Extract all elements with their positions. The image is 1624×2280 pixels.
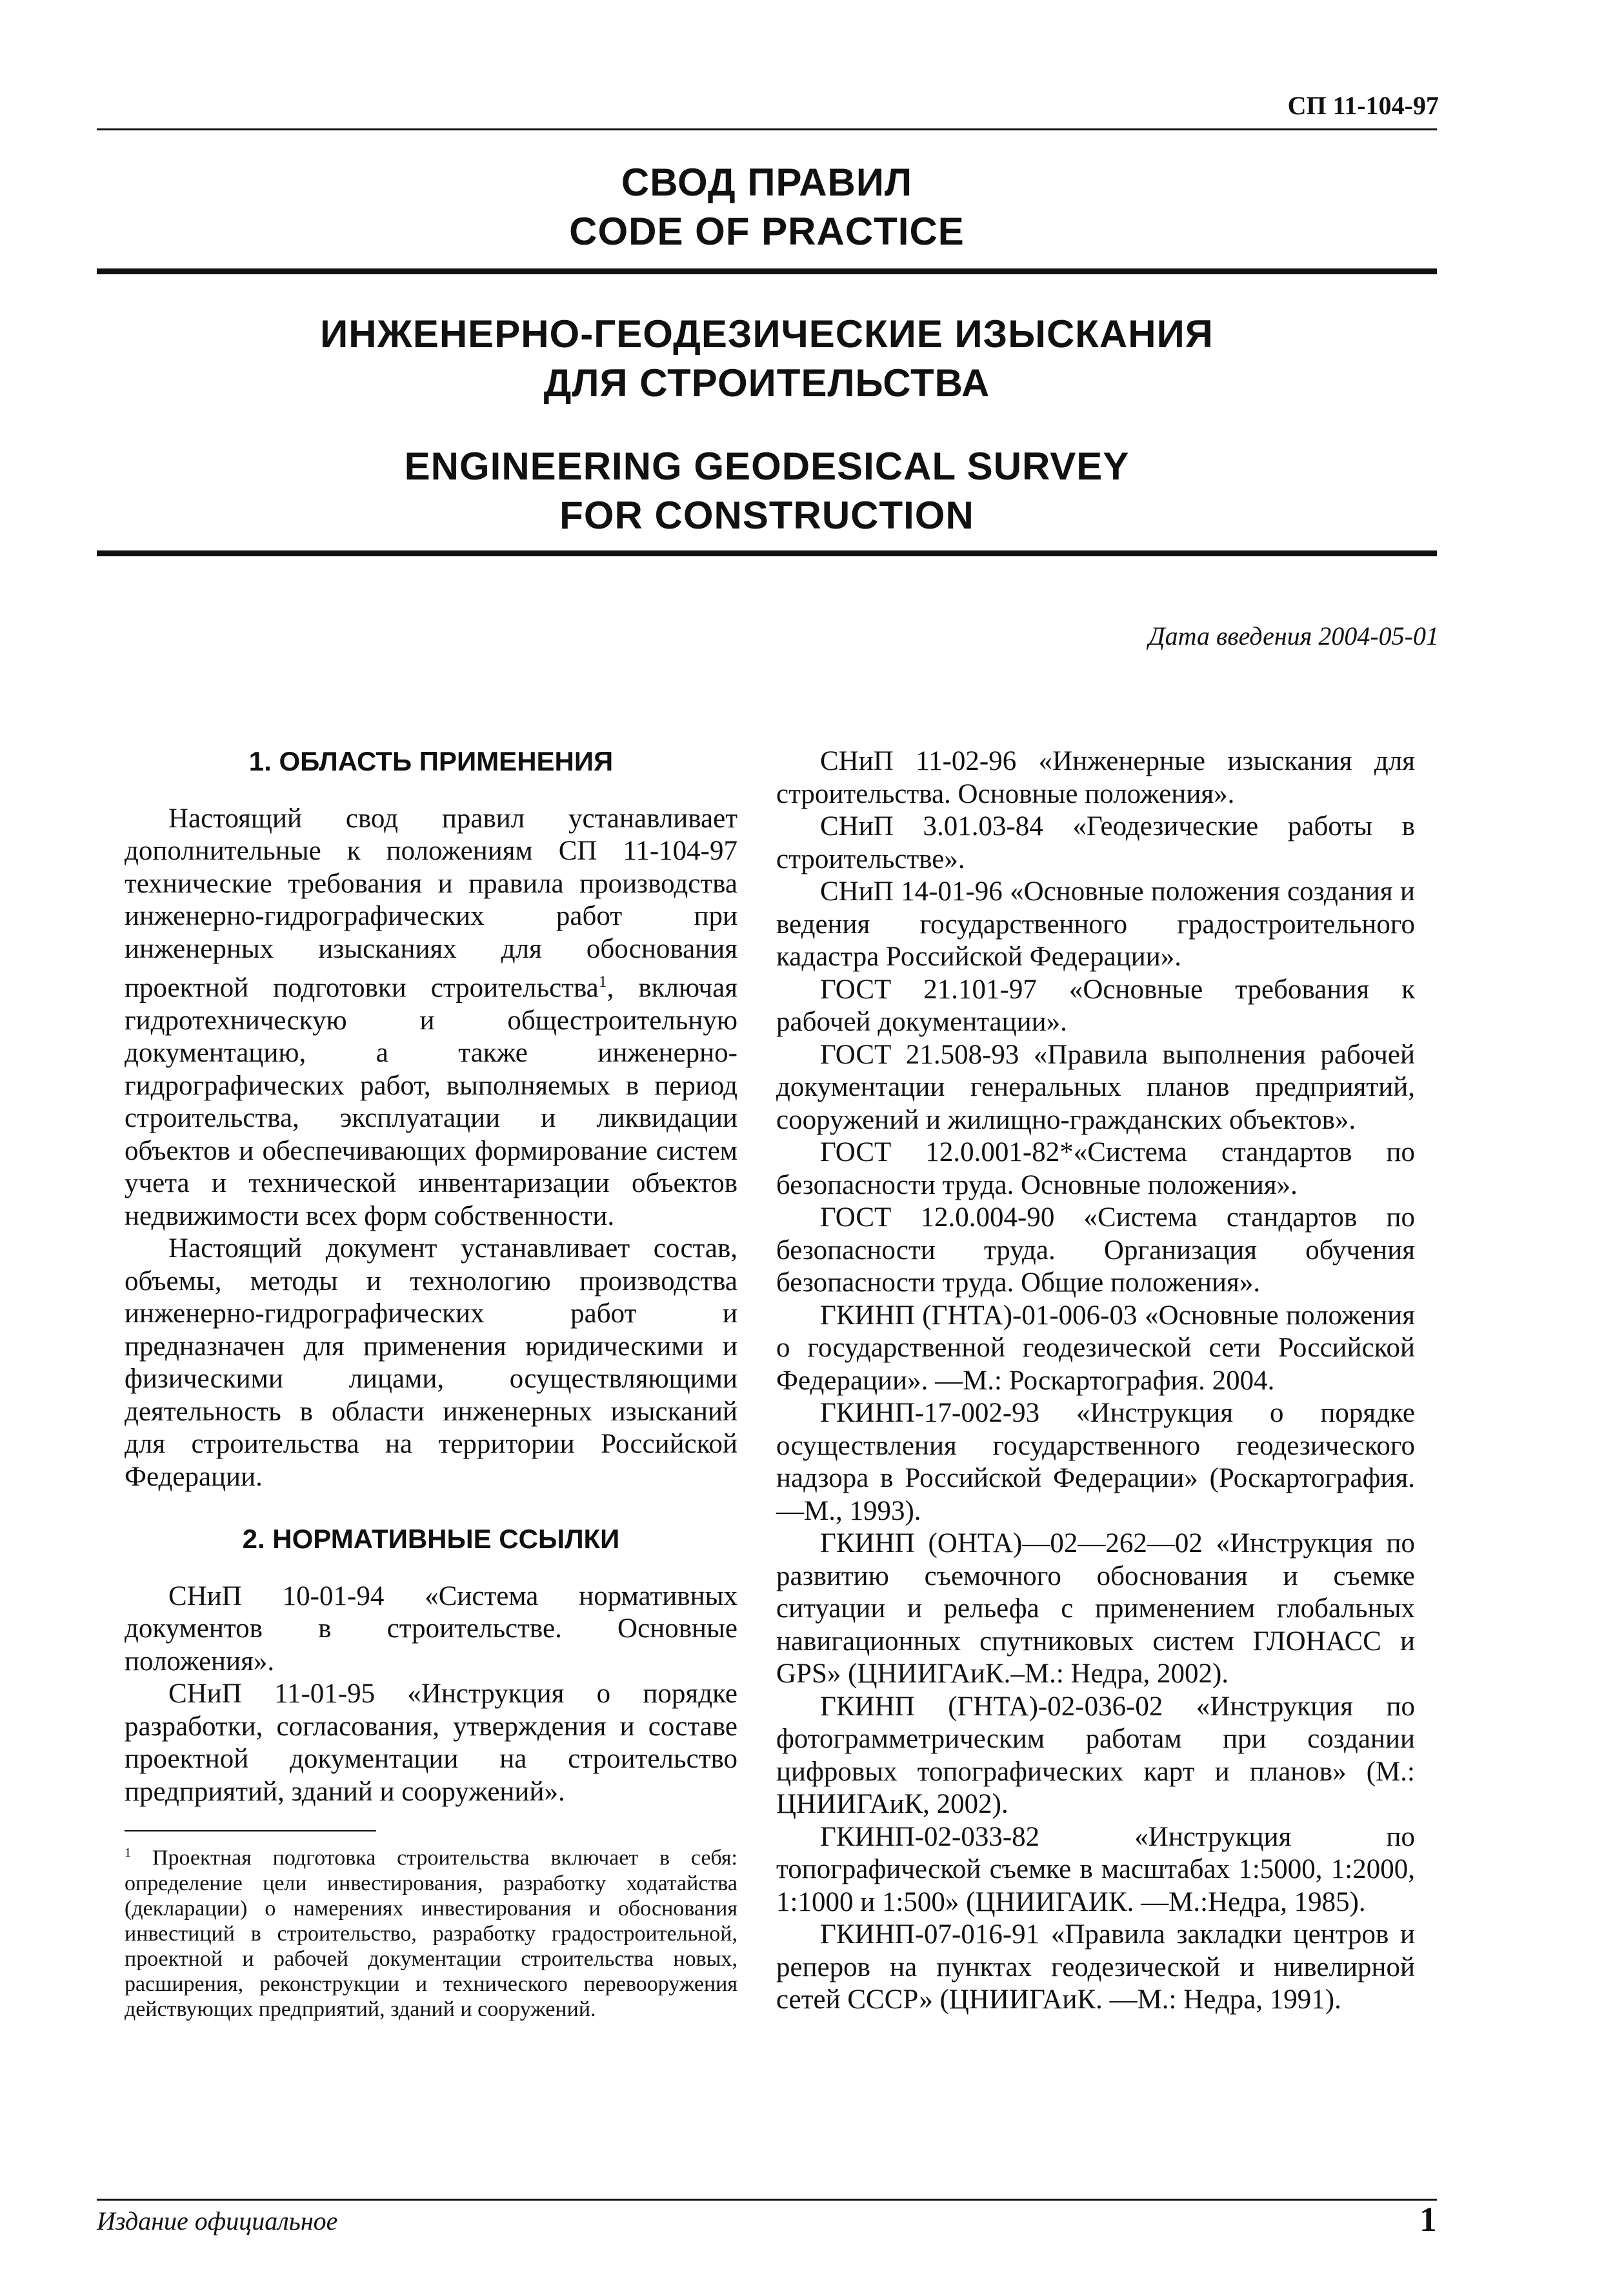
reference-item: СНиП 3.01.03-84 «Геодезические работы в строительстве». <box>776 811 1415 874</box>
right-column <box>776 745 1415 2017</box>
page-number: 1 <box>1419 2200 1437 2239</box>
title-rule-top <box>97 268 1437 274</box>
introduction-date: Дата введения 2004-05-01 <box>1148 621 1439 651</box>
reference-item: ГОСТ 12.0.001-82*«Система стандартов по безопасности труда. Основные положения». <box>776 1137 1415 1200</box>
reference-item: СНиП 10-01-94 «Система нормативных документов в строительстве. Основные положения». <box>125 1580 737 1677</box>
title-ru-line2: ДЛЯ СТРОИТЕЛЬСТВА <box>543 361 990 405</box>
title-code-ru: СВОД ПРАВИЛ <box>621 161 913 204</box>
title-rule-bottom <box>97 550 1437 556</box>
title-code-en: CODE OF PRACTICE <box>569 210 965 253</box>
footnote: $^1$ Проектная подготовка строительства включает в себя: определение цели инвестирования, разработку ходатайства (декларации) о намерениях инвестирования и обоснования инвестиций в строительство, разработку градостроительной, проектной и рабочей документации строительства новых, расширения, реконструкции и технического перевооружения действующих предприятий, зданий и сооружений. <box>125 1846 737 2021</box>
footnote-ref[interactable]: 1 <box>598 972 607 991</box>
title-en-line1: ENGINEERING GEODESICAL SURVEY <box>404 445 1130 488</box>
document-number: СП 11-104-97 <box>1287 91 1439 120</box>
reference-item: ГКИНП-17-002-93 «Инструкция о порядке осуществления государственного геодезического надзора в Российской Федерации» (Роскартография. —М., 1993). <box>776 1398 1415 1526</box>
reference-item: СНиП 14-01-96 «Основные положения создания и ведения государственного градостроительного кадастра Российской Федерации». <box>776 876 1415 972</box>
reference-item: ГКИНП (ГНТА)-01-006-03 «Основные положения о государственной геодезической сети Российской Федерации». —М.: Роскартография. 2004. <box>776 1300 1415 1396</box>
official-edition-label: Издание официальное <box>97 2206 338 2235</box>
header-rule <box>97 128 1437 130</box>
section-2-heading: 2. НОРМАТИВНЫЕ ССЫЛКИ <box>242 1524 620 1555</box>
reference-item: СНиП 11-01-95 «Инструкция о порядке разработки, согласования, утверждения и составе проектной документации на строительство предприятий, зданий и сооружений». <box>125 1679 737 1807</box>
reference-item: ГКИНП-07-016-91 «Правила закладки центров и реперов на пунктах геодезической и нивелирной сетей СССР» (ЦНИИГАиК. —М.: Недра, 1991). <box>776 1919 1415 2015</box>
reference-item: ГОСТ 12.0.004-90 «Система стандартов по безопасности труда. Организация обучения безопасности труда. Общие положения». <box>776 1202 1415 1298</box>
section-1-paragraph-2: Настоящий документ устанавливает состав, объемы, методы и технологию производства инженерно-гидрографических работ и предназначен для применения юридическими и физическими лицами, осуществляющими деятельность в области инженерных изысканий для строительства на территории Российской Федерации. <box>125 1233 737 1492</box>
reference-item: ГКИНП (ГНТА)-02-036-02 «Инструкция по фотограмметрическим работам при создании цифровых топографических карт и планов» (М.: ЦНИИГАиК, 2002). <box>776 1691 1415 1819</box>
reference-item: ГОСТ 21.101-97 «Основные требования к рабочей документации». <box>776 974 1415 1037</box>
title-ru-line1: ИНЖЕНЕРНО-ГЕОДЕЗИЧЕСКИЕ ИЗЫСКАНИЯ <box>320 312 1214 356</box>
reference-item: ГКИНП (ОНТА)—02—262—02 «Инструкция по развитию съемочного обоснования и съемке ситуации и рельефа с применением глобальных навигационных спутниковых систем ГЛОНАСС и GPS» (ЦНИИГАиК.–М.: Недра, 2002). <box>776 1528 1415 1689</box>
section-1-paragraph-1: Настоящий свод правил устанавливает дополнительные к положениям СП 11-104-97 технические требования и правила производства инженерно-гидрографических работ при инженерных изысканиях для обоснования проектной подготовки строительства$^1$, включая гидротехническую и общестроительную документацию, а также инженерно-гидрографических работ, выполняемых в период строительства, эксплуатации и ликвидации объектов и обеспечивающих формирование систем учета и технической инвентаризации объектов недвижимости всех форм собственности. <box>125 803 737 1231</box>
section-1-heading: 1. ОБЛАСТЬ ПРИМЕНЕНИЯ <box>248 746 614 776</box>
footnote-divider <box>125 1830 376 1831</box>
footer-rule <box>97 2199 1437 2201</box>
reference-item: ГОСТ 21.508-93 «Правила выполнения рабочей документации генеральных планов предприятий, сооружений и жилищно-гражданских объектов». <box>776 1039 1415 1135</box>
reference-item: СНиП 11-02-96 «Инженерные изыскания для строительства. Основные положения». <box>776 746 1415 809</box>
title-en-line2: FOR CONSTRUCTION <box>559 494 974 537</box>
reference-item: ГКИНП-02-033-82 «Инструкция по топографической съемке в масштабах 1:5000, 1:2000, 1:1000 и 1:500» (ЦНИИГАИК. —М.:Недра, 1985). <box>776 1821 1415 1917</box>
left-column <box>125 745 737 2022</box>
